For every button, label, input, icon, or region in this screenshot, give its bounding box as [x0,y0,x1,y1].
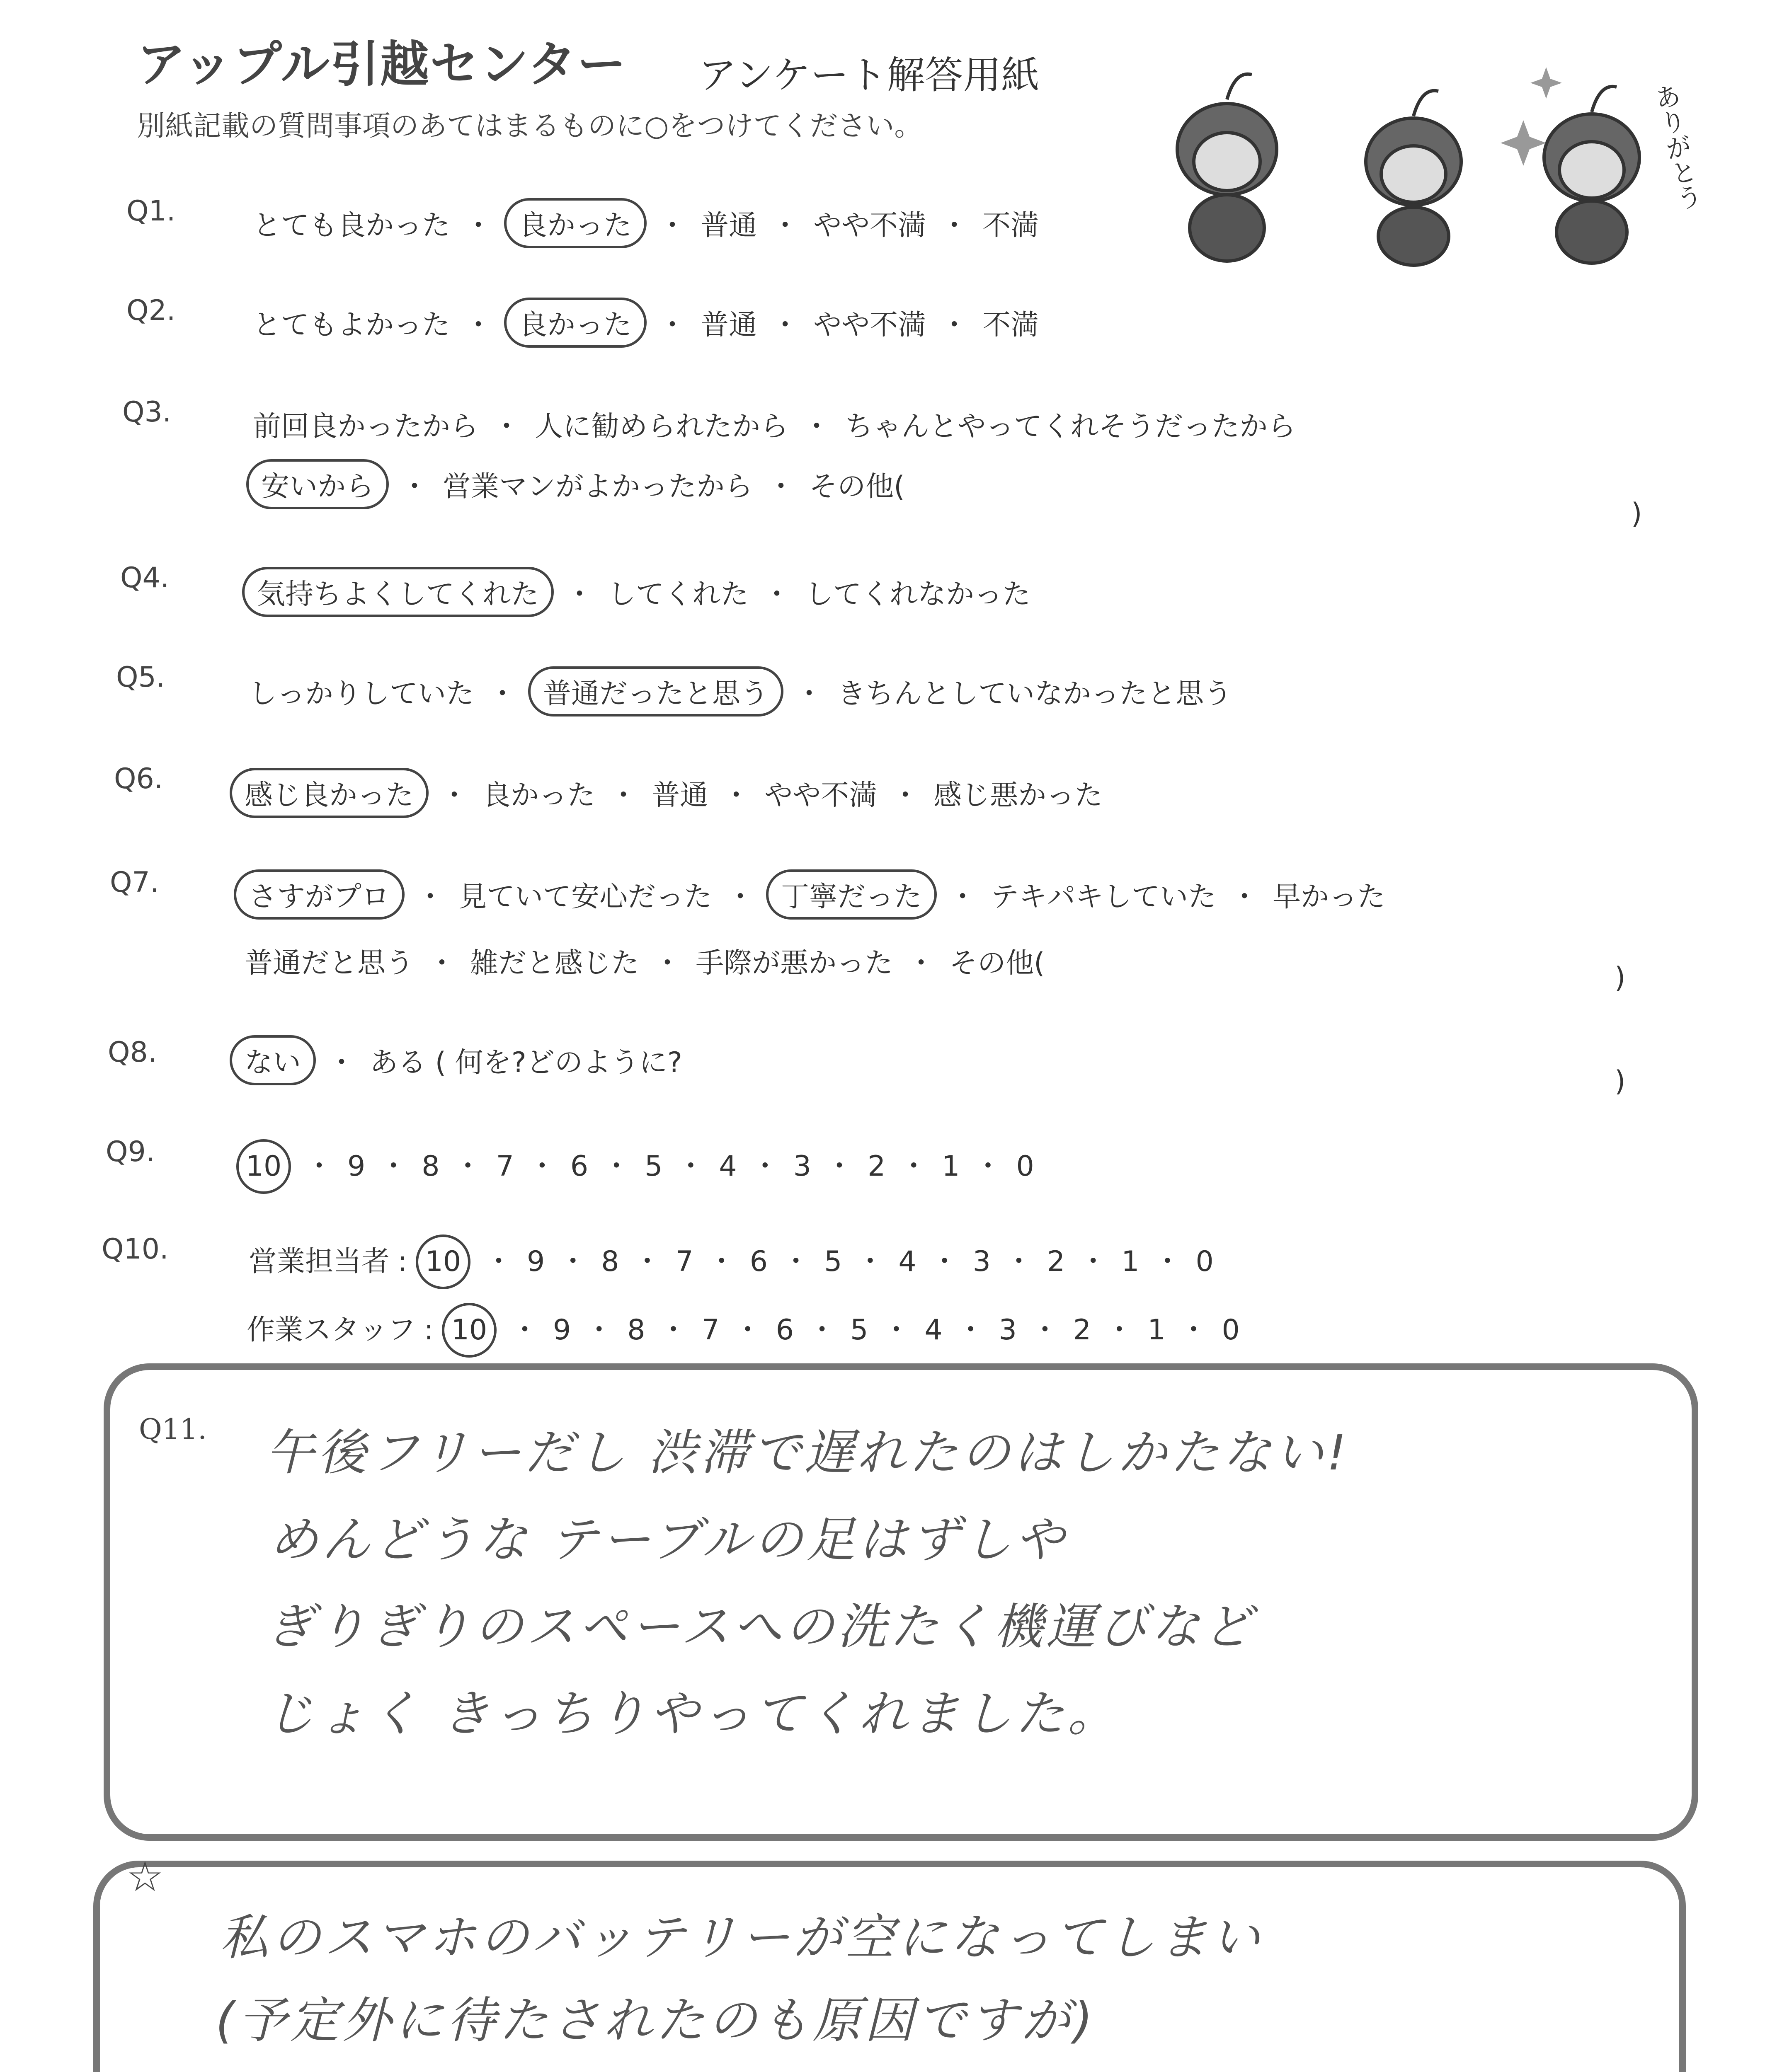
q2-option[interactable]: とてもよかった [253,309,451,341]
mascot-thanks-text: ありがとう [1648,81,1705,213]
q1-options: とても良かった ・ 良かった ・ 普通 ・ やや不満 ・ 不満 [253,203,1039,243]
q11-answer-line: じょく きっちりやってくれました。 [265,1685,1120,1742]
q6-option[interactable]: やや不満 [764,779,878,812]
q10-staff-score[interactable]: 6 [776,1314,794,1346]
q9-score[interactable]: 8 [422,1150,440,1183]
q4-option[interactable]: してくれた [608,578,749,611]
q3-label: Q3. [122,396,172,428]
q10-sales-score[interactable]: 6 [749,1245,768,1278]
q4-option-selected[interactable]: 気持ちよくしてくれた [242,567,554,617]
q7-option[interactable]: 手際が悪かった [696,947,893,980]
q11-answer-line: 午後フリーだし 渋滞で遅れたのはしかたない! [265,1424,1350,1481]
q3-other-close: ) [1631,497,1642,530]
q10-staff-score[interactable]: 4 [924,1314,943,1346]
q5-option[interactable]: きちんとしていなかったと思う [837,678,1232,710]
q9-score-selected[interactable]: 10 [236,1139,291,1194]
q1-label: Q1. [126,195,176,228]
q10-staff-score[interactable]: 0 [1222,1314,1240,1346]
q9-score[interactable]: 9 [347,1150,366,1183]
q10-sales-score[interactable]: 3 [972,1245,991,1278]
q10-staff-score[interactable]: 3 [999,1314,1017,1346]
monkey-mascots-icon [1152,54,1700,269]
comment-line: (予定外に待たされたのも原因ですが) [216,1992,1096,2049]
q10-staff-score-selected[interactable]: 10 [442,1303,497,1358]
q10-sales-score[interactable]: 0 [1195,1245,1214,1278]
instructions: 別紙記載の質問事項のあてはまるものに○をつけてください。 [137,110,923,143]
q8-options: ない ・ ある ( 何を?どのように? [232,1040,682,1080]
q8-option[interactable]: ある ( 何を?どのように? [370,1046,682,1079]
q7-options-row1: さすがプロ ・ 見ていて安心だった ・ 丁寧だった ・ テキパキしていた ・ 早かった [236,874,1385,915]
q7-other-close: ) [1615,961,1626,994]
q6-label: Q6. [114,762,163,795]
q3-option[interactable]: 営業マンがよかったから [443,470,753,503]
q2-option[interactable]: 不満 [982,309,1039,341]
q5-label: Q5. [116,661,165,694]
q9-score[interactable]: 7 [496,1150,514,1183]
q9-score[interactable]: 6 [570,1150,589,1183]
q2-label: Q2. [126,294,176,327]
q1-option-selected[interactable]: 良かった [504,198,647,248]
q1-option[interactable]: 普通 [701,209,757,242]
q2-options: とてもよかった ・ 良かった ・ 普通 ・ やや不満 ・ 不満 [253,303,1039,343]
q11-answer-line: ぎりぎりのスペースへの洗たく機運びなど [265,1598,1256,1655]
q5-option-selected[interactable]: 普通だったと思う [528,666,783,716]
q9-score[interactable]: 0 [1016,1150,1034,1183]
q9-score[interactable]: 2 [867,1150,886,1183]
q1-option[interactable]: 不満 [982,209,1039,242]
q10-staff-row: 作業スタッフ : 10 ・ 9 ・ 8 ・ 7 ・ 6 ・ 5 ・ 4 ・ 3 ・ 2 ・ 1 ・ 0 [247,1307,1240,1348]
q4-options: 気持ちよくしてくれた ・ してくれた ・ してくれなかった [245,572,1030,612]
q3-options-row1: 前回良かったから ・ 人に勧められたから ・ ちゃんとやってくれそうだったから [253,410,1296,443]
q7-option[interactable]: その他( [949,947,1045,980]
q3-option[interactable]: ちゃんとやってくれそうだったから [845,410,1296,443]
q10-sales-label: 営業担当者 [249,1245,390,1278]
q10-staff-score[interactable]: 9 [553,1314,571,1346]
q10-sales-score[interactable]: 4 [898,1245,916,1278]
q10-staff-score[interactable]: 7 [701,1314,720,1346]
q6-options: 感じ良かった ・ 良かった ・ 普通 ・ やや不満 ・ 感じ悪かった [232,773,1103,813]
comment-line [207,2064,1450,2072]
q10-sales-score-selected[interactable]: 10 [416,1234,470,1289]
q7-options-row2: 普通だと思う ・ 雑だと感じた ・ 手際が悪かった ・ その他( [245,947,1045,980]
q6-option-selected[interactable]: 感じ良かった [230,768,429,818]
q10-staff-score[interactable]: 8 [627,1314,645,1346]
q10-sales-row: 営業担当者 : 10 ・ 9 ・ 8 ・ 7 ・ 6 ・ 5 ・ 4 ・ 3 ・ 2 ・ 1 ・ 0 [249,1239,1214,1279]
q9-score[interactable]: 3 [793,1150,811,1183]
mascot-illustration [1152,54,1705,269]
q1-option[interactable]: とても良かった [253,209,451,242]
q5-options: しっかりしていた ・ 普通だったと思う ・ きちんとしていなかったと思う [249,671,1232,712]
q1-option[interactable]: やや不満 [813,209,926,242]
q9-score[interactable]: 5 [645,1150,663,1183]
q7-option[interactable]: 普通だと思う [245,947,414,980]
q7-option[interactable]: 見ていて安心だった [458,881,713,913]
q10-sales-score[interactable]: 5 [824,1245,842,1278]
q7-label: Q7. [110,866,159,899]
star-icon: ☆ [126,1852,164,1901]
q3-option[interactable]: その他( [809,470,905,503]
form-title: アップル引越センター [137,36,627,93]
q11-label: Q11. [139,1413,207,1446]
q7-option-selected[interactable]: さすがプロ [234,869,405,920]
q9-score[interactable]: 4 [719,1150,737,1183]
q5-option[interactable]: しっかりしていた [249,678,475,710]
q6-option[interactable]: 良かった [482,779,596,812]
q6-option[interactable]: 普通 [652,779,708,812]
q3-options-row2: 安いから ・ 営業マンがよかったから ・ その他( [249,464,905,504]
q10-staff-label: 作業スタッフ [247,1314,416,1346]
q10-staff-score[interactable]: 1 [1147,1314,1166,1346]
q2-option[interactable]: 普通 [701,309,757,341]
q3-option[interactable]: 前回良かったから [253,410,479,443]
q7-option-selected[interactable]: 丁寧だった [766,869,937,920]
q11-answer-line: めんどうな テーブルの足はずしや [269,1511,1067,1568]
comment-line: 私のスマホのバッテリーが空になってしまい [220,1909,1263,1966]
q3-option-selected[interactable]: 安いから [246,459,389,509]
q8-option-selected[interactable]: ない [230,1035,316,1085]
q10-sales-score[interactable]: 7 [675,1245,693,1278]
q7-option[interactable]: 早かった [1273,881,1386,913]
q8-close: ) [1615,1065,1626,1098]
q10-sales-score[interactable]: 9 [526,1245,545,1278]
q10-staff-score[interactable]: 5 [850,1314,868,1346]
q9-label: Q9. [106,1135,155,1168]
q7-option[interactable]: テキパキしていた [991,881,1217,913]
q4-label: Q4. [120,562,170,594]
q9-score[interactable]: 1 [942,1150,960,1183]
q6-option[interactable]: 感じ悪かった [933,779,1103,812]
q8-label: Q8. [108,1036,157,1069]
q10-label: Q10. [102,1233,169,1266]
q4-option[interactable]: してくれなかった [805,578,1031,611]
form-subtitle: アンケート解答用紙 [698,53,1040,97]
q10-sales-score[interactable]: 1 [1121,1245,1140,1278]
q2-option-selected[interactable]: 良かった [504,298,647,348]
q7-option[interactable]: 雑だと感じた [470,947,640,980]
q9-scale: 10 ・ 9 ・ 8 ・ 7 ・ 6 ・ 5 ・ 4 ・ 3 ・ 2 ・ 1 ・ 0 [236,1144,1034,1184]
q10-sales-score[interactable]: 8 [601,1245,619,1278]
q2-option[interactable]: やや不満 [813,309,926,341]
q3-option[interactable]: 人に勧められたから [535,410,789,443]
q10-sales-score[interactable]: 2 [1047,1245,1065,1278]
q10-staff-score[interactable]: 2 [1073,1314,1091,1346]
